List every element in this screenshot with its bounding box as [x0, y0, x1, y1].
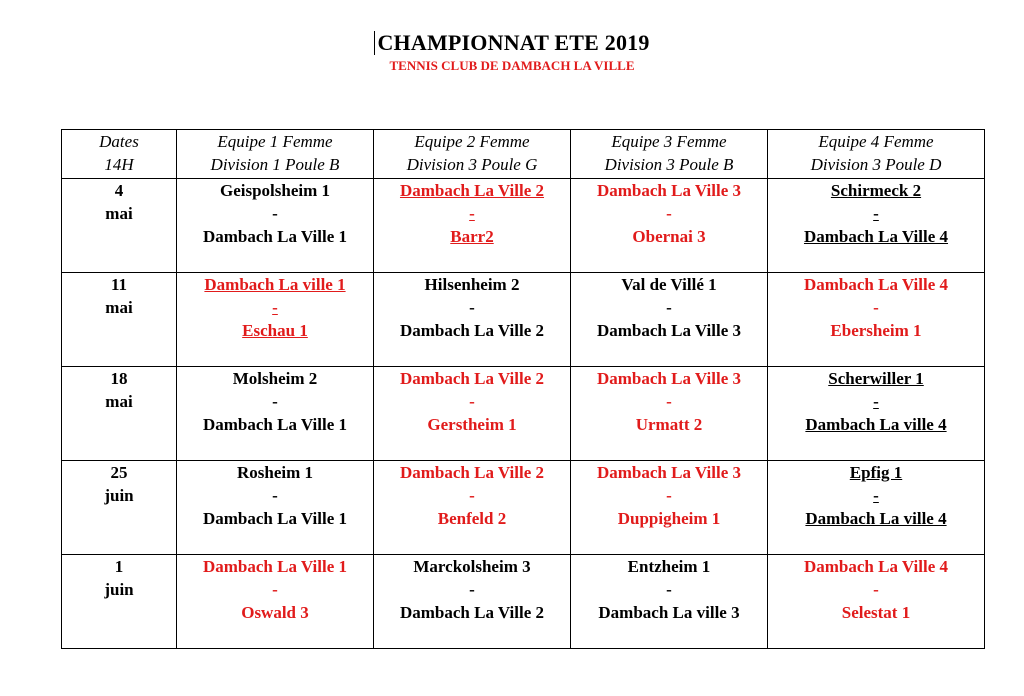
home-team: Dambach La Ville 1 [202, 557, 348, 576]
away-team: Dambach La Ville 1 [202, 227, 348, 246]
match-separator: - [666, 204, 672, 223]
match-separator: - [873, 486, 879, 505]
date-cell [62, 367, 177, 461]
home-team: Entzheim 1 [627, 557, 711, 576]
match-cell [177, 179, 374, 273]
home-team: Val de Villé 1 [621, 275, 717, 294]
match-separator: - [272, 204, 278, 223]
date-month: mai [105, 204, 133, 223]
date-day: 11 [110, 275, 128, 294]
match-separator: - [469, 298, 475, 317]
away-team: Gerstheim 1 [427, 415, 517, 434]
match-cell [571, 179, 768, 273]
away-team: Dambach La Ville 3 [596, 321, 742, 340]
away-team: Dambach La ville 4 [805, 509, 947, 528]
match-separator: - [666, 298, 672, 317]
match-separator: - [873, 298, 879, 317]
table-row [62, 461, 985, 555]
home-team: Rosheim 1 [236, 463, 314, 482]
match-cell [768, 461, 985, 555]
title-text: CHAMPIONNAT ETE 2019 [374, 31, 649, 55]
home-team: Dambach La Ville 4 [803, 275, 949, 294]
away-team: Barr2 [450, 227, 494, 246]
match-cell [374, 367, 571, 461]
away-team: Dambach La Ville 4 [803, 227, 949, 246]
match-separator: - [666, 580, 672, 599]
header-team-division: Division 3 Poule B [604, 155, 734, 174]
date-cell [62, 555, 177, 649]
header-team-name: Equipe 3 Femme [611, 132, 727, 151]
match-cell [177, 367, 374, 461]
date-day: 1 [114, 557, 124, 576]
header-team-name: Equipe 2 Femme [414, 132, 530, 151]
match-cell [177, 273, 374, 367]
header-team-division: Division 1 Poule B [210, 155, 340, 174]
match-separator: - [469, 204, 475, 223]
header-team-division: Division 3 Poule G [406, 155, 538, 174]
away-team: Dambach La ville 4 [805, 415, 947, 434]
header-dates-label: Dates [99, 132, 139, 151]
match-separator: - [272, 580, 278, 599]
match-separator: - [469, 486, 475, 505]
away-team: Ebersheim 1 [830, 321, 922, 340]
date-month: mai [105, 298, 133, 317]
match-cell [571, 461, 768, 555]
away-team: Eschau 1 [242, 321, 308, 340]
home-team: Dambach La Ville 4 [803, 557, 949, 576]
home-team: Dambach La Ville 2 [399, 369, 545, 388]
date-day: 18 [110, 369, 128, 388]
match-cell [768, 555, 985, 649]
away-team: Dambach La Ville 1 [202, 509, 348, 528]
table-row [62, 367, 985, 461]
header-team-2 [374, 130, 571, 179]
table-row [62, 273, 985, 367]
home-team: Epfig 1 [849, 463, 903, 482]
match-cell [571, 367, 768, 461]
match-separator: - [469, 392, 475, 411]
header-team-division: Division 3 Poule D [810, 155, 942, 174]
header-time-label: 14H [104, 155, 134, 174]
match-separator: - [873, 580, 879, 599]
header-team-name: Equipe 4 Femme [818, 132, 934, 151]
date-cell [62, 179, 177, 273]
match-cell [177, 461, 374, 555]
home-team: Hilsenheim 2 [424, 275, 520, 294]
home-team: Dambach La Ville 2 [399, 463, 545, 482]
home-team: Dambach La Ville 3 [596, 181, 742, 200]
match-cell [374, 555, 571, 649]
home-team: Marckolsheim 3 [413, 557, 531, 576]
date-month: mai [105, 392, 133, 411]
away-team: Dambach La Ville 2 [399, 321, 545, 340]
header-team-4 [768, 130, 985, 179]
away-team: Dambach La Ville 2 [399, 603, 545, 622]
header-team-1 [177, 130, 374, 179]
date-month: juin [104, 486, 134, 505]
match-separator: - [469, 580, 475, 599]
table-row [62, 555, 985, 649]
match-separator: - [666, 486, 672, 505]
date-day: 25 [110, 463, 128, 482]
match-cell [768, 273, 985, 367]
match-cell [374, 179, 571, 273]
match-separator: - [272, 392, 278, 411]
home-team: Scherwiller 1 [828, 369, 924, 388]
header-team-3 [571, 130, 768, 179]
away-team: Oswald 3 [241, 603, 309, 622]
header-dates [62, 130, 177, 179]
away-team: Dambach La ville 3 [598, 603, 740, 622]
home-team: Dambach La Ville 2 [399, 181, 545, 200]
date-cell [62, 273, 177, 367]
home-team: Dambach La ville 1 [204, 275, 346, 294]
match-cell [571, 273, 768, 367]
away-team: Obernai 3 [632, 227, 706, 246]
away-team: Selestat 1 [841, 603, 911, 622]
header-team-name: Equipe 1 Femme [217, 132, 333, 151]
away-team: Dambach La Ville 1 [202, 415, 348, 434]
match-cell [768, 367, 985, 461]
club-subtitle: TENNIS CLUB DE DAMBACH LA VILLE [389, 58, 635, 73]
match-separator: - [873, 204, 879, 223]
match-cell [374, 273, 571, 367]
away-team: Urmatt 2 [635, 415, 703, 434]
match-cell [374, 461, 571, 555]
date-cell [62, 461, 177, 555]
header-row [62, 130, 985, 179]
match-separator: - [873, 392, 879, 411]
match-cell [768, 179, 985, 273]
away-team: Duppigheim 1 [617, 509, 721, 528]
date-month: juin [104, 580, 134, 599]
home-team: Molsheim 2 [232, 369, 318, 388]
home-team: Dambach La Ville 3 [596, 369, 742, 388]
home-team: Geispolsheim 1 [219, 181, 331, 200]
match-separator: - [272, 486, 278, 505]
table-row [62, 179, 985, 273]
date-day: 4 [114, 181, 124, 200]
home-team: Dambach La Ville 3 [596, 463, 742, 482]
home-team: Schirmeck 2 [830, 181, 922, 200]
away-team: Benfeld 2 [437, 509, 507, 528]
match-separator: - [272, 298, 278, 317]
schedule-table [61, 129, 985, 649]
schedule-body [62, 179, 985, 649]
match-cell [571, 555, 768, 649]
match-cell [177, 555, 374, 649]
match-separator: - [666, 392, 672, 411]
page-title [0, 30, 1024, 56]
